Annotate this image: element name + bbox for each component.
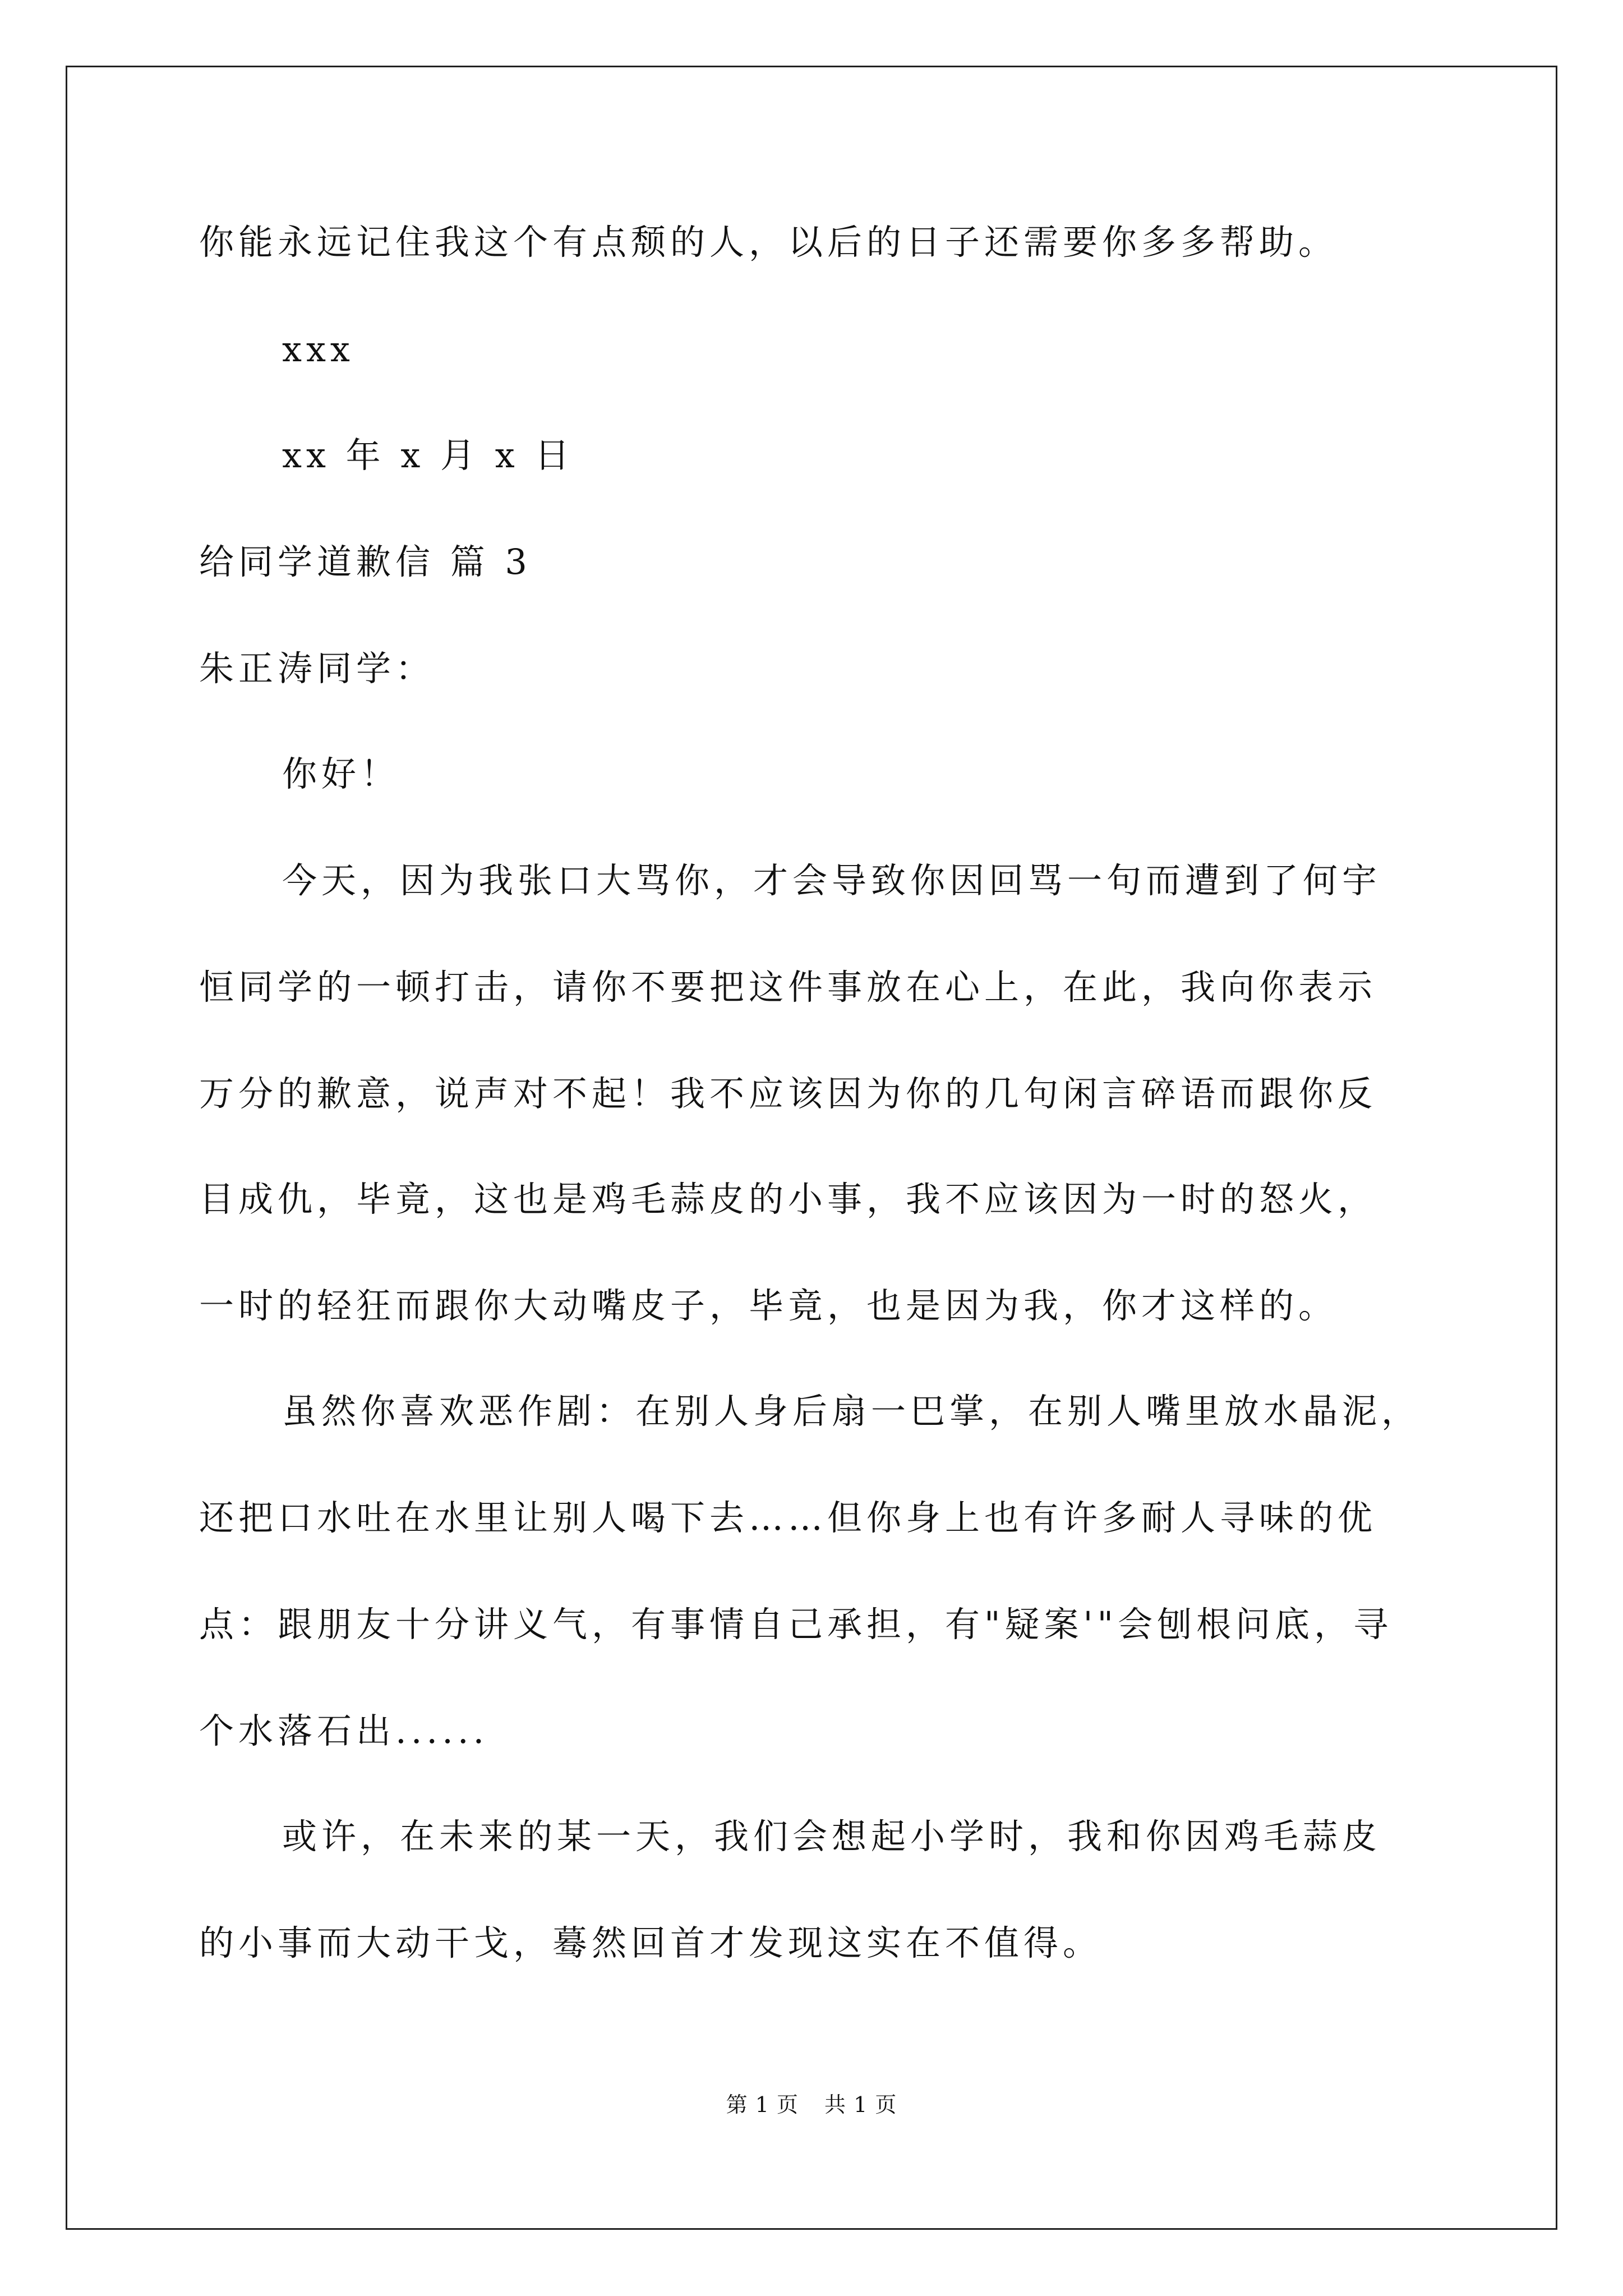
section-title: 给同学道歉信 篇 3 <box>199 541 532 582</box>
page-number: 第 1 页 <box>726 2092 799 2117</box>
text-line: 或许，在未来的某一天，我们会想起小学时，我和你因鸡毛蒜皮 <box>282 1816 1382 1857</box>
text-line: 虽然你喜欢恶作剧：在别人身后扇一巴掌，在别人嘴里放水晶泥， <box>282 1391 1421 1432</box>
text-line: 目成仇，毕竟，这也是鸡毛蒜皮的小事，我不应该因为一时的怒火， <box>199 1179 1377 1220</box>
text-line: 一时的轻狂而跟你大动嘴皮子，毕竟，也是因为我，你才这样的。 <box>199 1285 1338 1326</box>
page-total: 共 1 页 <box>824 2092 897 2117</box>
page-footer <box>0 2091 1623 2119</box>
text-line: 恒同学的一顿打击，请你不要把这件事放在心上，在此，我向你表示 <box>199 967 1377 1007</box>
text-line: 的小事而大动干戈，蓦然回首才发现这实在不值得。 <box>199 1922 1103 1963</box>
text-line: 万分的歉意，说声对不起！我不应该因为你的几句闲言碎语而跟你反 <box>199 1073 1377 1114</box>
text-line: 你能永远记住我这个有点颓的人，以后的日子还需要你多多帮助。 <box>199 222 1338 263</box>
page-border <box>66 66 1557 2230</box>
text-line: 还把口水吐在水里让别人喝下去……但你身上也有许多耐人寻味的优 <box>199 1497 1377 1538</box>
greeting: 你好！ <box>282 753 400 794</box>
text-line: 点：跟朋友十分讲义气，有事情自己承担，有"疑案'"会刨根问底，寻 <box>199 1604 1393 1645</box>
text-line: 个水落石出...... <box>199 1710 489 1751</box>
signature-name: xxx <box>282 329 354 370</box>
text-line: 今天，因为我张口大骂你，才会导致你因回骂一句而遭到了何宇 <box>282 860 1382 901</box>
signature-date: xx 年 x 月 x 日 <box>282 435 574 476</box>
salutation: 朱正涛同学： <box>199 648 435 689</box>
